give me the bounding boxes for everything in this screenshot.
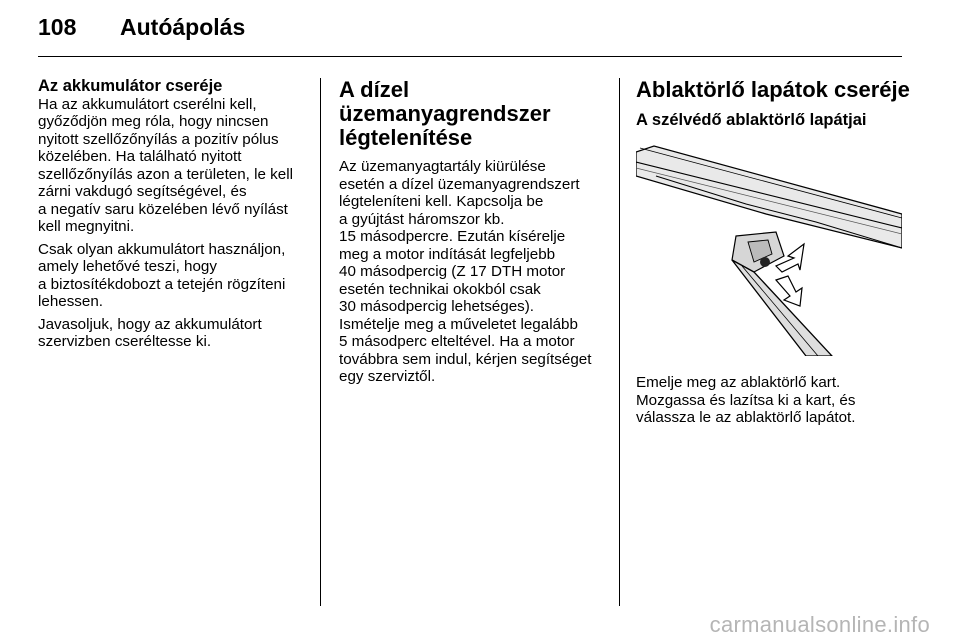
column-divider-2: [619, 78, 620, 606]
battery-paragraph-2: Csak olyan akkumulátort használjon, amely lehetővé teszi, hogy a biztosítékdobozt a tetején rögzíteni lehessen.: [38, 240, 286, 310]
column-diesel: [339, 78, 607, 391]
column-battery: [38, 78, 306, 356]
battery-paragraph-3: Javasoljuk, hogy az akkumulátort szervizben cseréltesse ki.: [38, 315, 262, 350]
column-wiper: [636, 77, 910, 432]
battery-paragraph-1: Ha az akkumulátort cserélni kell, győződjön meg róla, hogy nincsen nyitott szellőzőnyílás a pozitív pólus közelében. Ha található nyitott szellőzőnyílás azon a területen, le kell zárni vakdugó segítségével, és a negatív saru közelében lévő nyílást kell megnyitni.: [38, 95, 293, 235]
page-header: [38, 14, 902, 54]
wiper-heading: Ablaktörlő lapátok cseréje: [636, 77, 910, 102]
chapter-title: Autóápolás: [120, 14, 246, 40]
column-divider-1: [320, 78, 321, 606]
wiper-illustration-icon: [636, 144, 902, 356]
diesel-paragraph: Az üzemanyagtartály kiürülése esetén a dízel üzemanyagrendszert légteleníteni kell. Kapcsolja be a gyújtást háromszor kb. 15 másodpercre. Ezután kísérelje meg a motor indítását legfeljebb 40 másodpercig (Z 17 DTH motor esetén technikai okokból csak 30 másodpercig lehetséges). Ismételje meg a műveletet legalább 5 másodperc elteltével. Ha a motor továbbra sem indul, kérjen segítséget egy szerviztől.: [339, 158, 592, 385]
battery-heading: Az akkumulátor cseréje: [38, 77, 223, 95]
wiper-paragraph: Emelje meg az ablaktörlő kart. Mozgassa és lazítsa ki a kart, és válassza le az ablaktörlő lapátot.: [636, 374, 856, 426]
wiper-illustration: [636, 144, 902, 356]
header-rule: [38, 56, 902, 57]
diesel-heading: A dízel üzemanyagrendszer légtelenítése: [339, 77, 551, 150]
watermark-text: carmanualsonline.info: [709, 612, 930, 637]
wiper-subheading: A szélvédő ablaktörlő lapátjai: [636, 111, 867, 129]
page-number: 108: [38, 14, 77, 40]
